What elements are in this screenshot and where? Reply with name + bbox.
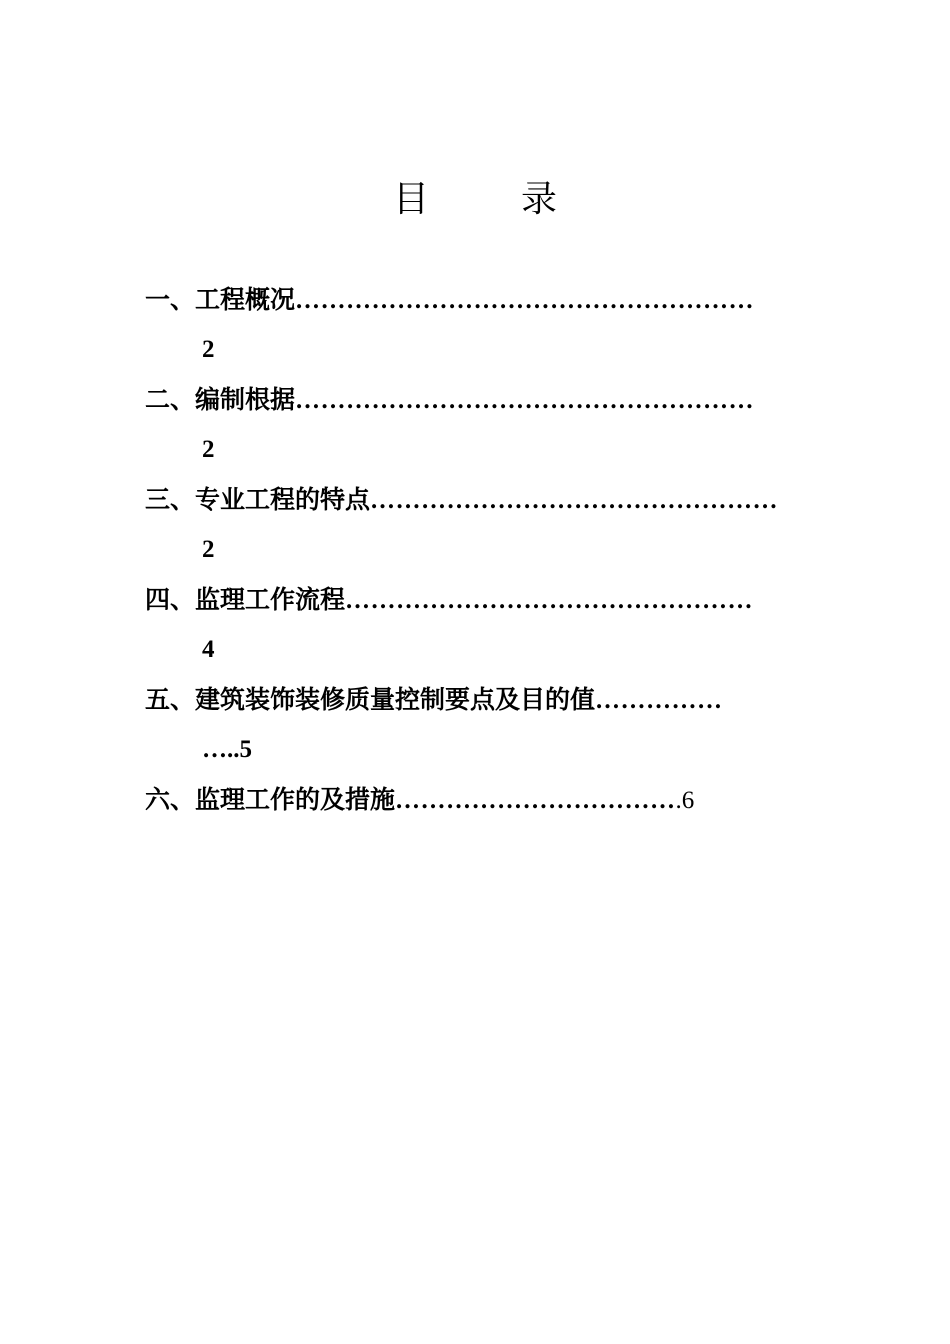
toc-entry-label: 六、监理工作的及措施: [145, 785, 396, 814]
toc-entry-label: 三、专业工程的特点: [145, 485, 371, 514]
toc-entry-page: 2: [202, 336, 215, 363]
toc-entry-page: 2: [202, 436, 215, 463]
toc-entry-4[interactable]: [145, 578, 805, 628]
toc-entry-leader: ………………………………………………: [295, 387, 755, 414]
toc-entry-page: 2: [202, 536, 215, 563]
toc-entry-label: 一、工程概况: [145, 285, 296, 314]
toc-entry-5[interactable]: [145, 678, 805, 728]
toc-entry-1[interactable]: [145, 278, 805, 328]
toc-entry-leader: …………………………………………: [345, 587, 754, 614]
toc-entry-label: 五、建筑装饰装修质量控制要点及目的值: [145, 685, 596, 714]
toc-entry-leader: ……………: [595, 687, 723, 714]
table-of-contents: [145, 278, 805, 828]
toc-entry-3[interactable]: [145, 478, 805, 528]
toc-entry-page: 4: [202, 636, 215, 663]
toc-entry-2[interactable]: [145, 378, 805, 428]
toc-entry-page: …..5: [202, 736, 252, 763]
toc-entry-leader: ………………………………………………: [295, 287, 755, 314]
toc-title: 目 录: [392, 179, 585, 220]
toc-entry-label: 二、编制根据: [145, 385, 296, 414]
toc-entry-page: .6: [675, 787, 695, 814]
toc-entry-leader: …………………………………………: [370, 487, 779, 514]
toc-entry-6[interactable]: [145, 778, 805, 828]
toc-entry-label: 四、监理工作流程: [145, 585, 346, 614]
toc-entry-leader: ……………………………: [395, 787, 676, 814]
